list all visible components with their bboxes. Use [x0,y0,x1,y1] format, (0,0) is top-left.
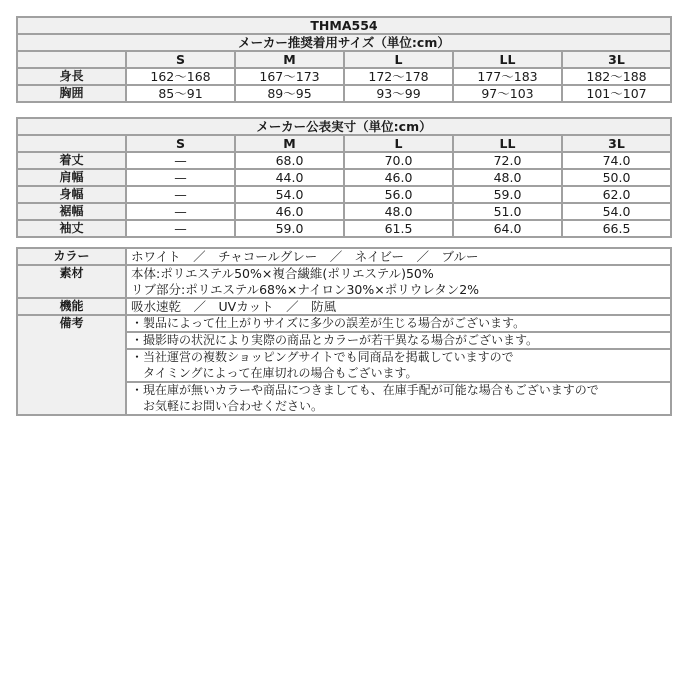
material-line: リブ部分:ポリエステル68%×ナイロン30%×ポリウレタン2% [131,281,480,297]
table-row [17,85,671,102]
actual-size-table [16,117,672,238]
note-row [17,315,671,332]
size-header: L [344,51,453,68]
table-cell: 74.0 [562,152,671,169]
table-cell: 101～107 [562,85,671,102]
row-label: 着丈 [17,152,126,169]
table-cell: 48.0 [344,203,453,220]
table-cell: 89～95 [235,85,344,102]
table-cell: 68.0 [235,152,344,169]
note-line: ・現在庫が無いカラーや商品につきましても、在庫手配が可能な場合もございますので [131,383,599,397]
table-cell: 50.0 [562,169,671,186]
color-row [17,248,671,265]
table-cell: 56.0 [344,186,453,203]
row-label: 肩幅 [17,169,126,186]
table-cell: 182～188 [562,68,671,85]
material-row [17,265,671,298]
table-cell: 62.0 [562,186,671,203]
size-header: LL [453,51,562,68]
table-cell: — [126,203,235,220]
note-line: お気軽にお問い合わせください。 [131,398,324,413]
row-label: カラー [17,248,126,265]
table-title-row [17,118,671,135]
note-item: ・撮影時の状況により実際の商品とカラーが若干異なる場合がございます。 [126,332,671,349]
corner-cell [17,51,126,68]
table-cell: 72.0 [453,152,562,169]
row-label: 身幅 [17,186,126,203]
size-header: 3L [562,51,671,68]
product-info-table [16,247,672,416]
function-row [17,298,671,315]
actual-size-title: メーカー公表実寸（単位:cm） [17,118,671,135]
size-header: S [126,135,235,152]
size-header: M [235,51,344,68]
product-code-row [17,17,671,34]
table-cell: — [126,152,235,169]
table-row [17,68,671,85]
table-row [17,152,671,169]
note-line: ・当社運営の複数ショッピングサイトでも同商品を掲載していますので [131,350,514,364]
note-item: ・製品によって仕上がりサイズに多少の誤差が生じる場合がございます。 [126,315,671,332]
function-value: 吸水速乾 ／ UVカット ／ 防風 [126,298,671,315]
table-cell: 46.0 [235,203,344,220]
material-value [126,265,671,298]
size-header-row [17,135,671,152]
table-cell: — [126,220,235,237]
table-cell: 97～103 [453,85,562,102]
table-cell: 44.0 [235,169,344,186]
table-cell: 61.5 [344,220,453,237]
table-cell: 66.5 [562,220,671,237]
table-cell: 85～91 [126,85,235,102]
size-header-row [17,51,671,68]
table-cell: 48.0 [453,169,562,186]
table-cell: 59.0 [453,186,562,203]
recommended-size-title: メーカー推奨着用サイズ（単位:cm） [17,34,671,51]
row-label: 身長 [17,68,126,85]
size-header: L [344,135,453,152]
row-label: 裾幅 [17,203,126,220]
product-code: THMA554 [17,17,671,34]
row-label: 袖丈 [17,220,126,237]
note-item [126,349,671,382]
table-cell: 64.0 [453,220,562,237]
color-value: ホワイト ／ チャコールグレー ／ ネイビー ／ ブルー [126,248,671,265]
table-cell: 59.0 [235,220,344,237]
material-line: 本体:ポリエステル50%×複合繊維(ポリエステル)50% [131,266,434,281]
size-header: M [235,135,344,152]
note-line: タイミングによって在庫切れの場合もございます。 [131,365,418,380]
table-title-row [17,34,671,51]
row-label: 機能 [17,298,126,315]
table-row [17,220,671,237]
corner-cell [17,135,126,152]
row-label: 備考 [17,315,126,415]
table-cell: 172～178 [344,68,453,85]
table-cell: 167～173 [235,68,344,85]
size-header: S [126,51,235,68]
size-header: 3L [562,135,671,152]
table-cell: 177～183 [453,68,562,85]
recommended-size-table [16,16,672,103]
row-label: 素材 [17,265,126,298]
table-cell: 54.0 [562,203,671,220]
table-cell: — [126,169,235,186]
table-row [17,169,671,186]
note-item [126,382,671,415]
table-cell: 162～168 [126,68,235,85]
table-row [17,186,671,203]
table-cell: 70.0 [344,152,453,169]
table-cell: 46.0 [344,169,453,186]
table-cell: 51.0 [453,203,562,220]
size-header: LL [453,135,562,152]
table-cell: 93～99 [344,85,453,102]
table-cell: 54.0 [235,186,344,203]
row-label: 胸囲 [17,85,126,102]
table-cell: — [126,186,235,203]
table-row [17,203,671,220]
